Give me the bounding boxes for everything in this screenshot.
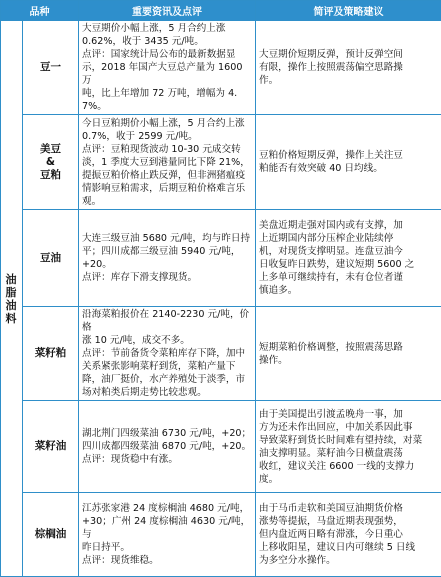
table-row (1, 21, 441, 115)
table-row (1, 307, 441, 401)
news-line: 点评：现货维稳。 (82, 554, 252, 567)
news-line: 吨，比上年增加 72 万吨，增幅为 4.7%。 (82, 87, 252, 113)
view-line: 短期菜粕价格调整，按照震荡思路 (259, 341, 438, 354)
view-line: 作。 (259, 74, 438, 87)
table-row (1, 210, 441, 307)
news-line: 大豆期价小幅上涨，5 月合约上涨 (82, 22, 252, 35)
view-line: 由于马币走软和美国豆油期货价格 (259, 502, 438, 515)
table-row (1, 115, 441, 210)
table-row (1, 493, 441, 577)
view-line: 有限，操作上按照震荡偏空思路操 (259, 61, 438, 74)
news-line: 大连三级豆油 5680 元/吨，均与昨日持 (82, 232, 252, 245)
variety-name: 豆一 (23, 61, 78, 74)
news-line: 四川成都四级菜油 6870 元/吨，+20。 (82, 440, 252, 453)
news-line: 关系紧张影响菜籽到货，菜粕产量下 (82, 360, 252, 373)
view-line: 上移收阳星，建议日内可继续 5 日线 (259, 541, 438, 554)
header-view: 简评及策略建议 (256, 1, 441, 21)
news-line: 点评：豆粕现货波动 10-30 元成交转 (82, 143, 252, 156)
view-line: 粕能否有效突破 40 日均线。 (259, 162, 438, 175)
variety-name: 豆油 (23, 252, 78, 265)
news-line: 观。 (82, 195, 252, 208)
view-cell (256, 21, 441, 115)
view-cell (256, 493, 441, 577)
news-cell (79, 21, 256, 115)
variety-name: 棕榈油 (23, 528, 78, 541)
news-cell (79, 493, 256, 577)
view-line: 油支撑明显。菜籽油今日横盘震荡 (259, 447, 438, 460)
variety-name: 豆粕 (23, 169, 78, 182)
variety-name: 美豆 (23, 143, 78, 156)
view-line: 导致菜籽到货长时间难有望持续，对菜 (259, 434, 438, 447)
view-cell (256, 401, 441, 493)
news-line: 点评：国家统计局公布的最新数据显 (82, 48, 252, 61)
view-cell (256, 210, 441, 307)
news-line: 江苏张家港 24 度棕榈油 4680 元/吨， (82, 502, 252, 515)
view-line: 慎追多。 (259, 284, 438, 297)
news-line: 湖北荆门四级菜油 6730 元/吨，+20； (82, 427, 252, 440)
news-line: 沿海菜粕报价在 2140-2230 元/吨，价格 (82, 308, 252, 334)
news-line: 0.62%，收于 3435 元/吨。 (82, 35, 252, 48)
news-line: 平；四川成都三级豆油 5940 元/吨， (82, 245, 252, 258)
view-cell (256, 115, 441, 210)
news-cell (79, 115, 256, 210)
view-line: 但内盘近两日略有滞涨，今日重心 (259, 528, 438, 541)
news-line: 降，油厂挺价，水产养殖处于淡季，市 (82, 373, 252, 386)
variety-cell (23, 307, 79, 401)
news-line: 情影响豆粕需求，后期豆粕价格难言乐 (82, 182, 252, 195)
variety-cell (23, 115, 79, 210)
news-line: +30；广州 24 度棕榈油 4630 元/吨，与 (82, 515, 252, 541)
view-line: 方为还未作出回应，中加关系因此事 (259, 421, 438, 434)
variety-cell (23, 210, 79, 307)
view-line: 操作。 (259, 354, 438, 367)
view-line: 机，对现货支撑明显。连盘豆油今 (259, 245, 438, 258)
news-line: 0.7%，收于 2599 元/吨。 (82, 130, 252, 143)
news-line: 今日豆粕期价小幅上涨，5 月合约上涨 (82, 117, 252, 130)
news-line: 涨 10 元/吨，成交不多。 (82, 334, 252, 347)
news-line: 昨日持平。 (82, 541, 252, 554)
variety-name: & (23, 156, 78, 169)
view-line: 豆粕价格短期反弹，操作上关注豆 (259, 149, 438, 162)
view-line: 大豆期价短期反弹，预计反弹空间 (259, 48, 438, 61)
sector-label (1, 21, 23, 577)
view-line: 涨势等提振，马盘近期表现强势， (259, 515, 438, 528)
sector-char: 料 (1, 312, 22, 325)
news-line: +20。 (82, 258, 252, 271)
view-line: 度。 (259, 473, 438, 486)
header-news: 重要资讯及点评 (79, 1, 256, 21)
view-line: 上多单可继续持有，未有仓位者谨 (259, 271, 438, 284)
news-line: 场对粕类后期走势比较悲观。 (82, 386, 252, 399)
header-row (1, 1, 441, 21)
view-line: 上近期国内部分压榨企业陆续停 (259, 232, 438, 245)
news-line: 淡，1 季度大豆到港量同比下降 21%， (82, 156, 252, 169)
view-line: 为多空分水操作。 (259, 554, 438, 567)
variety-cell (23, 21, 79, 115)
view-line: 美盘近期走强对国内或有支撑，加 (259, 219, 438, 232)
news-line: 点评：节前备货令菜粕库存下降，加中 (82, 347, 252, 360)
view-cell (256, 307, 441, 401)
view-line: 日收复昨日跌势，建议短期 5600 之 (259, 258, 438, 271)
variety-cell (23, 493, 79, 577)
header-variety: 品种 (1, 1, 79, 21)
sector-char: 油 (1, 273, 22, 286)
news-line: 点评：现货稳中有涨。 (82, 453, 252, 466)
news-cell (79, 210, 256, 307)
news-cell (79, 307, 256, 401)
variety-name: 菜籽粕 (23, 347, 78, 360)
variety-cell (23, 401, 79, 493)
news-line: 提振豆粕价格止跌反弹，但非洲猪瘟疫 (82, 169, 252, 182)
view-line: 由于美国提出引渡孟晚舟一事，加 (259, 408, 438, 421)
variety-name: 菜籽油 (23, 440, 78, 453)
view-line: 收红，建议关注 6600 一线的支撑力 (259, 460, 438, 473)
table-row (1, 401, 441, 493)
sector-char: 油 (1, 299, 22, 312)
news-line: 点评：库存下滑支撑现货。 (82, 271, 252, 284)
sector-char: 脂 (1, 286, 22, 299)
news-cell (79, 401, 256, 493)
news-line: 示，2018 年国产大豆总产量为 1600 万 (82, 61, 252, 87)
